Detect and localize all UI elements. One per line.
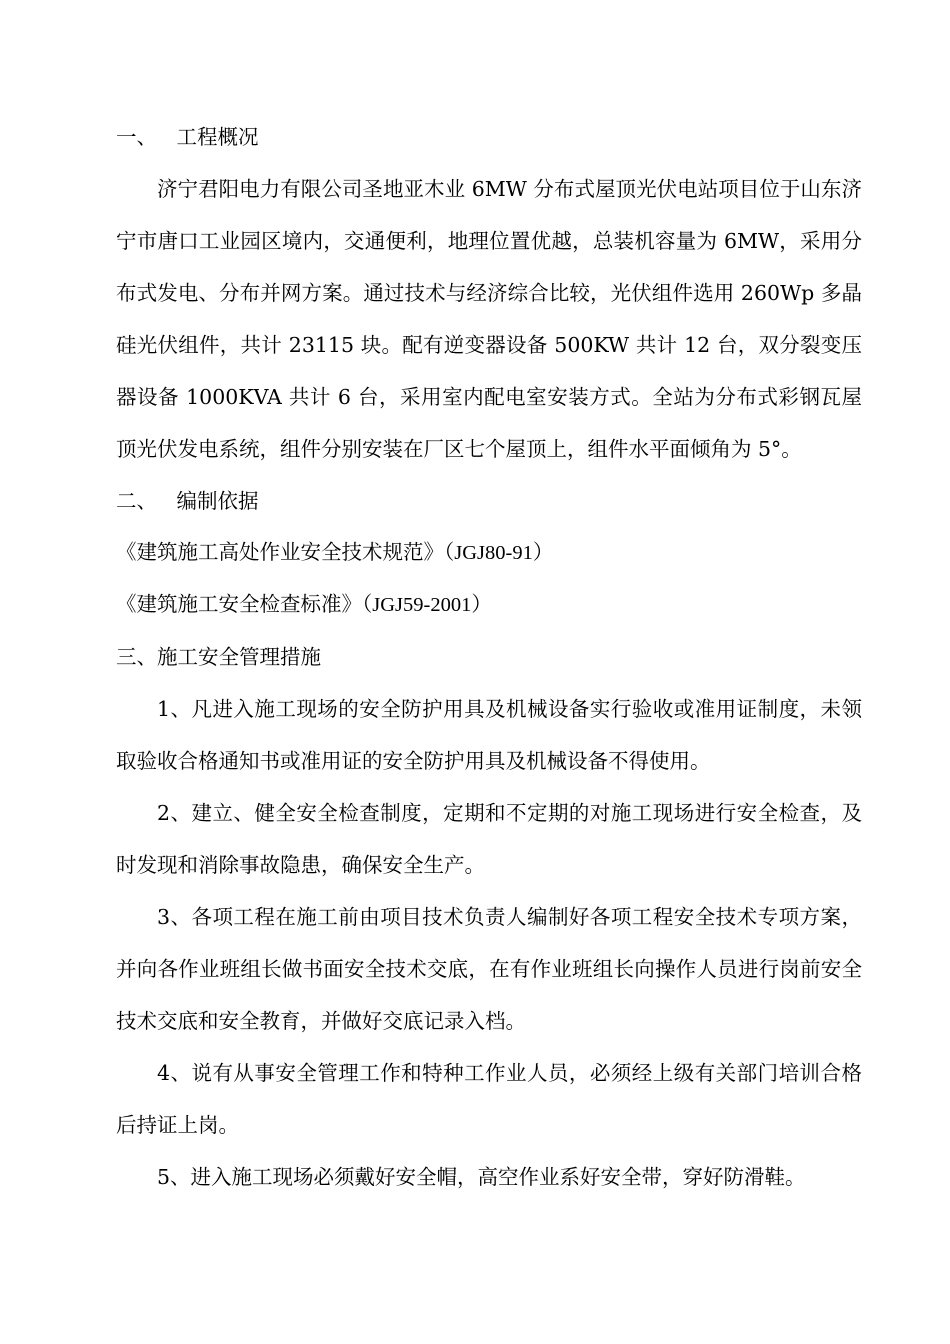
safety-measure-item: 5、进入施工现场必须戴好安全帽，高空作业系好安全带，穿好防滑鞋。: [157, 1165, 806, 1189]
section-heading-basis: 二、 编制依据: [116, 489, 259, 513]
overview-paragraph: 济宁君阳电力有限公司圣地亚木业 6MW 分布式屋顶光伏电站项目位于山东济宁市唐口工业园区境内，交通便利，地理位置优越，总装机容量为 6MW，采用分布式发电、分布并网方案。通过技术与经济综合比较，光伏组件选用 260Wp 多晶硅光伏组件，共计 23115 块。配有逆变器设备 500KW 共计 12 台，双分裂变压器设备 1000KVA 共计 6 台，采用室内配电室安装方式。全站为分布式彩钢瓦屋顶光伏发电系统，组件分别安装在厂区七个屋顶上，组件水平面倾角为 5°。: [116, 177, 862, 461]
safety-measure-item: 2、建立、健全安全检查制度，定期和不定期的对施工现场进行安全检查，及时发现和消除事故隐患，确保安全生产。: [116, 801, 862, 877]
section-heading-overview: 一、 工程概况: [116, 125, 259, 149]
safety-measure-item: 4、说有从事安全管理工作和特种工作业人员，必须经上级有关部门培训合格后持证上岗。: [116, 1061, 862, 1137]
reference-item: 《建筑施工高处作业安全技术规范》（JGJ80-91）: [116, 542, 554, 564]
section-heading-safety-measures: 三、施工安全管理措施: [116, 645, 321, 669]
safety-measure-item: 3、各项工程在施工前由项目技术负责人编制好各项工程安全技术专项方案，并向各作业班组长做书面安全技术交底，在有作业班组长向操作人员进行岗前安全技术交底和安全教育，并做好交底记录入档。: [116, 905, 862, 1033]
document-body: [116, 111, 862, 1203]
safety-measure-item: 1、凡进入施工现场的安全防护用具及机械设备实行验收或准用证制度，未领取验收合格通知书或准用证的安全防护用具及机械设备不得使用。: [116, 697, 862, 773]
reference-item: 《建筑施工安全检查标准》（JGJ59-2001）: [116, 594, 492, 616]
